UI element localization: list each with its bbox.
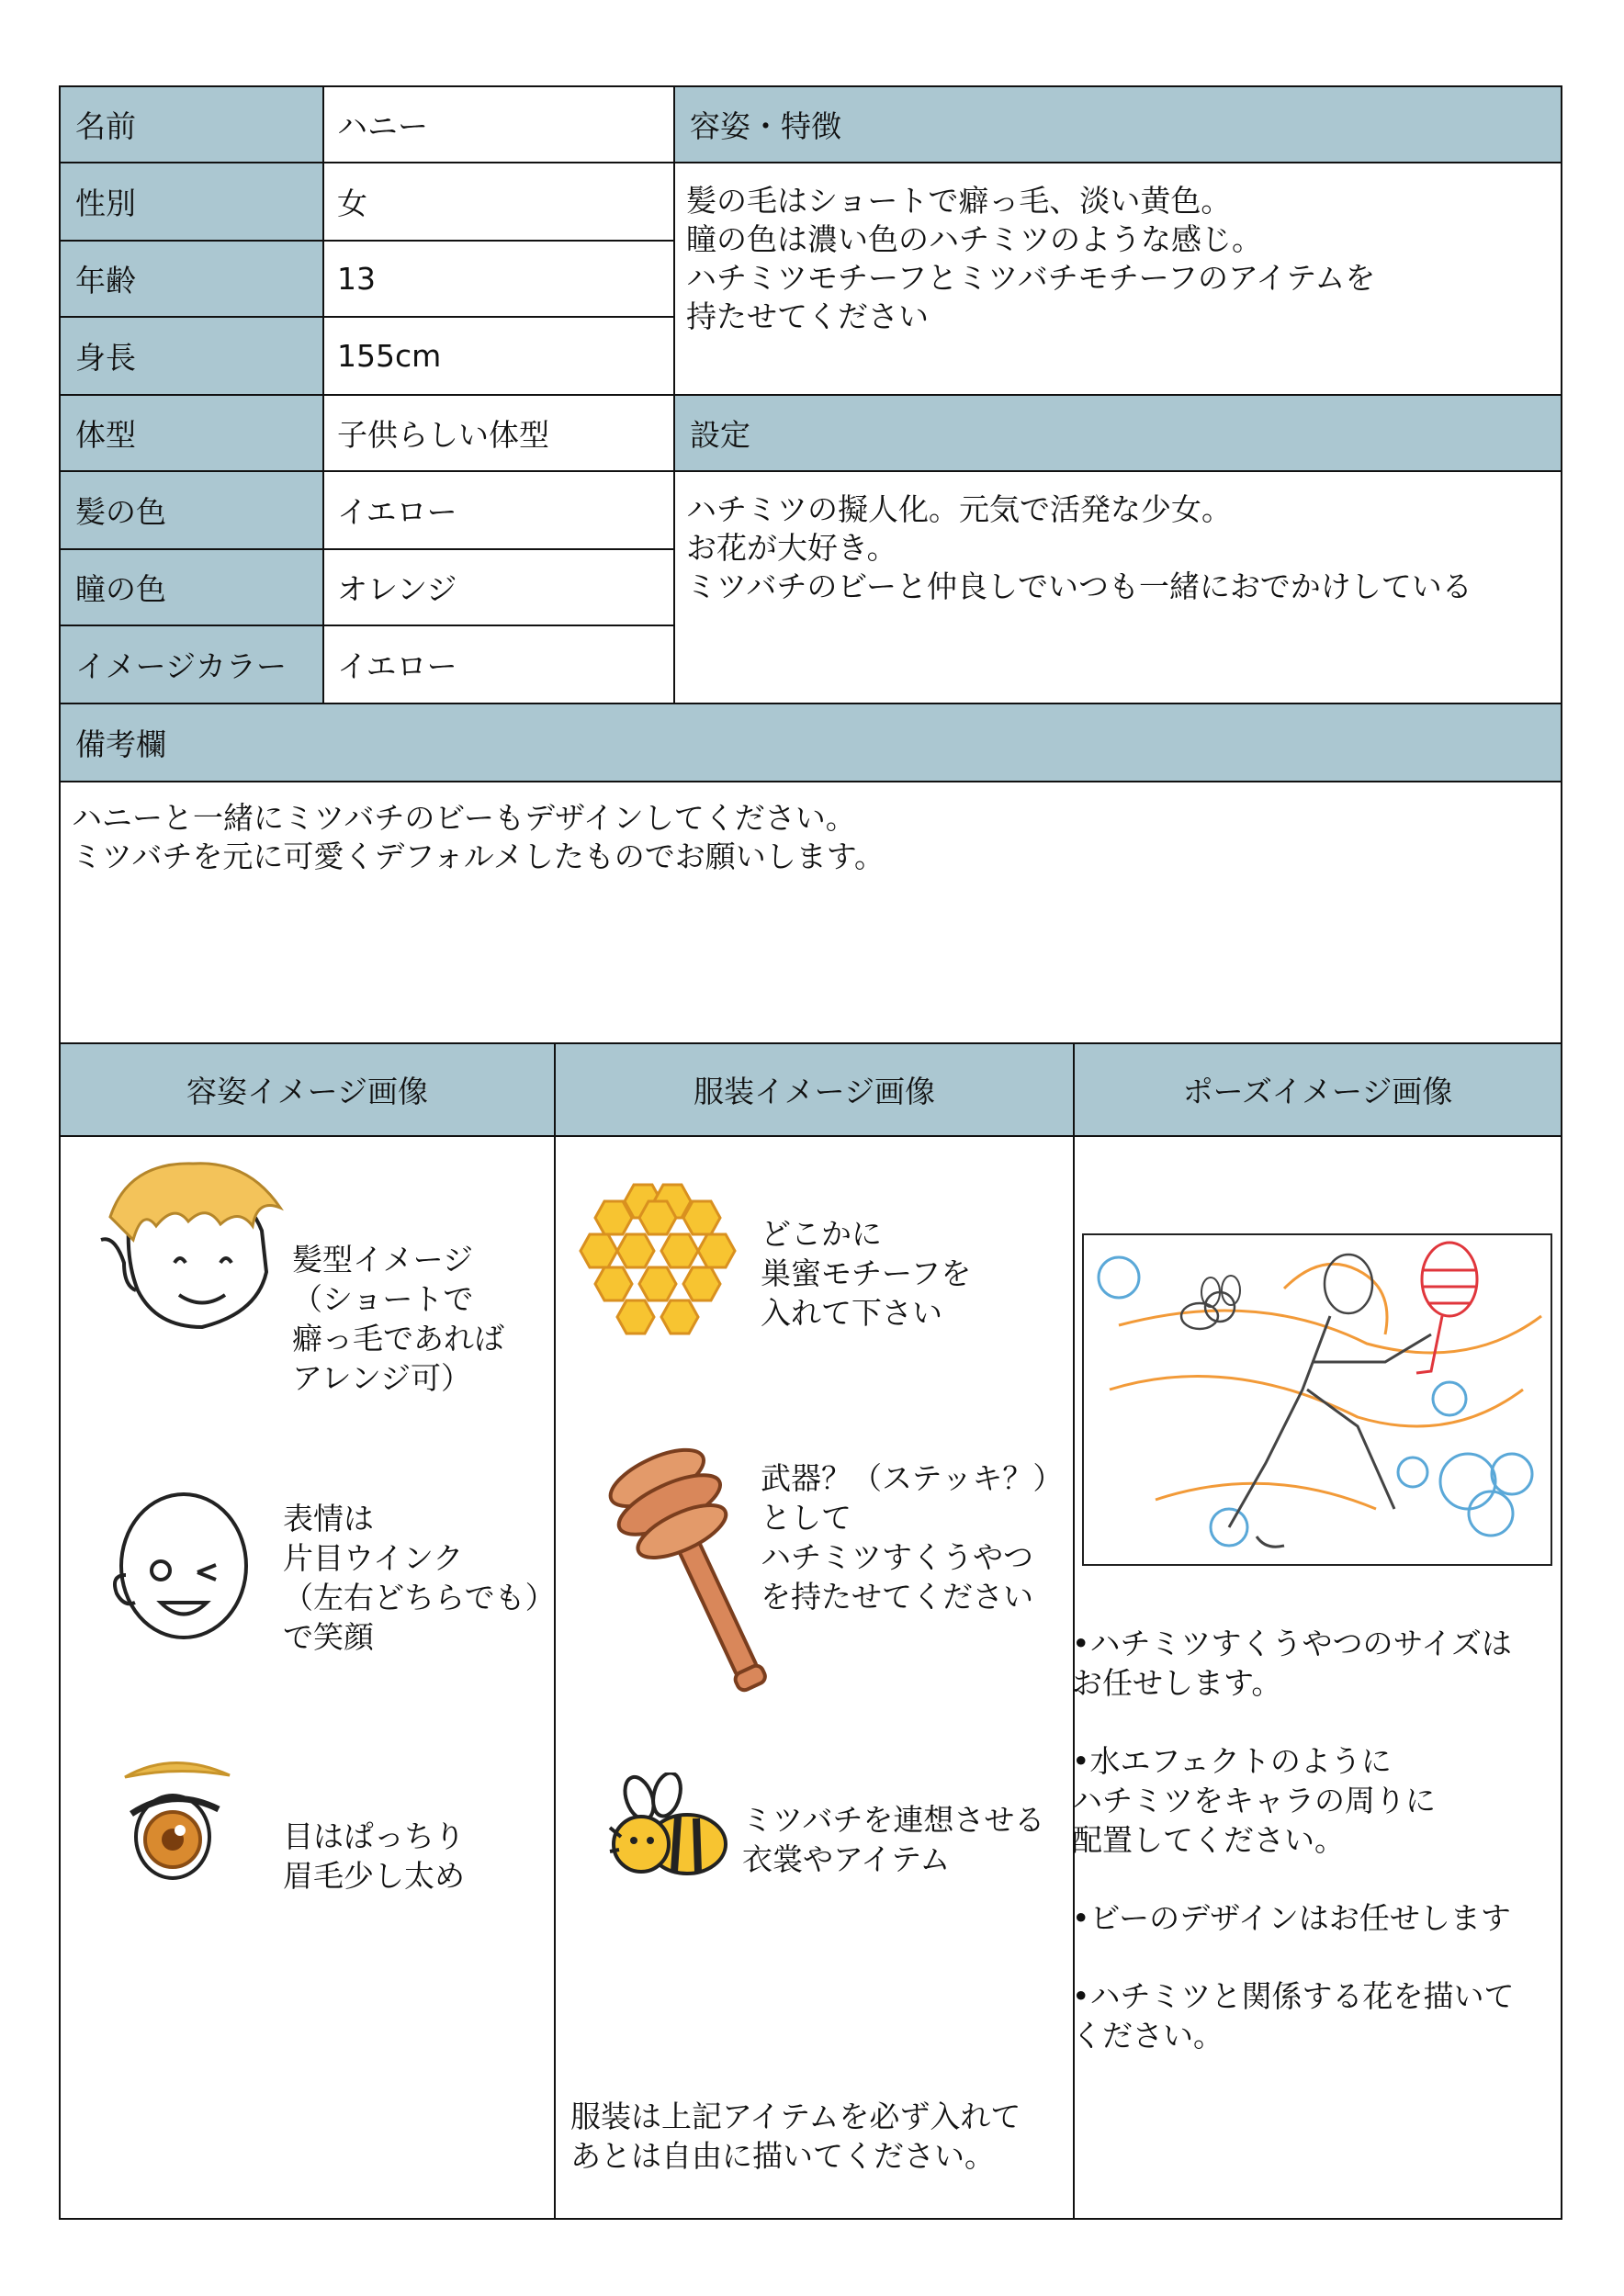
honey-dipper-note: 武器？（ステッキ？） として ハチミツすくうやつ を持たせてください	[761, 1460, 1064, 1615]
label-hair-color: 髪の色	[59, 470, 324, 550]
value-height: 155cm	[322, 316, 675, 396]
label-gender: 性別	[59, 162, 324, 242]
appearance-text: 髪の毛はショートで癖っ毛、淡い黄色。 瞳の色は濃い色のハチミツのような感じ。 ハチミツモチーフとミツバチモチーフのアイテムを 持たせてください	[673, 162, 1562, 396]
remarks-header: 備考欄	[59, 703, 1562, 782]
value-body-type: 子供らしい体型	[322, 394, 675, 472]
label-eye-color: 瞳の色	[59, 548, 324, 626]
label-image-color: イメージカラー	[59, 625, 324, 704]
setting-text: ハチミツの擬人化。元気で活発な少女。 お花が大好き。 ミツバチのビーと仲良しでいつも一緒におでかけしている	[673, 470, 1562, 704]
value-eye-color: オレンジ	[322, 548, 675, 626]
honeycomb-sketch	[579, 1176, 744, 1350]
face-expression-note: 表情は 片目ウインク （左右どちらでも） で笑顔	[283, 1501, 556, 1655]
face-expression-sketch	[106, 1488, 271, 1653]
outfit-footer-note: 服装は上記アイテムを必ず入れて あとは自由に描いてください。	[570, 2099, 1021, 2174]
pose-note-item: •水エフェクトのように ハチミツをキャラの周りに 配置してください。	[1072, 1743, 1436, 1858]
pose-sketch	[1082, 1233, 1552, 1566]
value-image-color: イエロー	[322, 625, 675, 704]
bee-sketch	[604, 1773, 742, 1883]
appearance-header: 容姿・特徴	[673, 85, 1562, 163]
value-hair-color: イエロー	[322, 470, 675, 550]
setting-header: 設定	[673, 394, 1562, 472]
pose-column-header: ポーズイメージ画像	[1073, 1042, 1562, 1137]
eye-sketch	[118, 1750, 237, 1887]
remarks-text: ハニーと一緒にミツバチのビーもデザインしてください。 ミツバチを元に可愛くデフォルメしたものでお願いします。	[59, 781, 1562, 1044]
bee-note: ミツバチを連想させる 衣裳やアイテム	[742, 1802, 1045, 1877]
hairstyle-note: 髪型イメージ （ショートで 癖っ毛であれば アレンジ可）	[292, 1242, 504, 1396]
value-name: ハニー	[322, 85, 675, 163]
label-height: 身長	[59, 316, 324, 396]
pose-note-item: •ハチミツと関係する花を描いて ください。	[1072, 1978, 1515, 2054]
pose-notes	[1072, 1624, 1568, 2094]
label-name: 名前	[59, 85, 324, 163]
value-gender: 女	[322, 162, 675, 242]
hairstyle-sketch	[92, 1153, 294, 1336]
pose-note-item: •ハチミツすくうやつのサイズは お任せします。	[1072, 1626, 1512, 1701]
label-age: 年齢	[59, 240, 324, 318]
eye-note: 目はぱっちり 眉毛少し太め	[283, 1818, 465, 1894]
value-age: 13	[322, 240, 675, 318]
honeycomb-note: どこかに 巣蜜モチーフを 入れて下さい	[761, 1216, 972, 1331]
outfit-column-header: 服装イメージ画像	[554, 1042, 1075, 1137]
look-column-header: 容姿イメージ画像	[59, 1042, 556, 1137]
pose-note-item: •ビーのデザインはお任せします	[1072, 1900, 1511, 1936]
label-body-type: 体型	[59, 394, 324, 472]
